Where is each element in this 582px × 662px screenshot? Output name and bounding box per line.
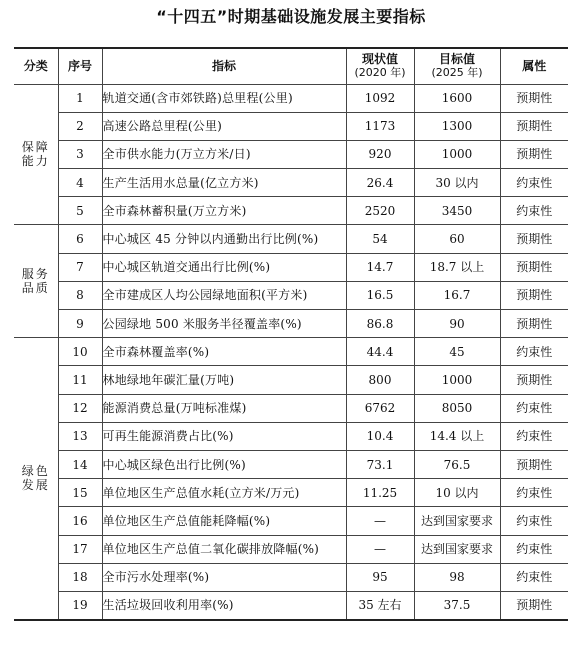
row-current: 920 [346,140,414,168]
row-number: 8 [58,281,102,309]
table-row [14,366,568,394]
row-target: 14.4 以上 [414,422,500,450]
row-number: 18 [58,563,102,591]
row-target: 3450 [414,197,500,225]
row-target: 30 以内 [414,169,500,197]
row-attribute: 约束性 [500,394,568,422]
row-number: 11 [58,366,102,394]
category-label: 服务 [21,267,50,282]
table-row [14,507,568,535]
row-current: — [346,507,414,535]
row-current: 26.4 [346,169,414,197]
row-indicator: 能源消费总量(万吨标准煤) [102,394,346,422]
row-target: 16.7 [414,281,500,309]
table-row [14,253,568,281]
header-target-year: (2025 年) [431,66,483,80]
row-number: 7 [58,253,102,281]
row-indicator: 单位地区生产总值二氧化碳排放降幅(%) [102,535,346,563]
header-current [346,48,414,84]
header-target [414,48,500,84]
row-current: 1173 [346,112,414,140]
row-attribute: 预期性 [500,281,568,309]
row-attribute: 约束性 [500,197,568,225]
row-target: 18.7 以上 [414,253,500,281]
row-target: 76.5 [414,450,500,478]
row-target: 45 [414,338,500,366]
category-label: 能力 [21,154,50,169]
row-indicator: 中心城区 45 分钟以内通勤出行比例(%) [102,225,346,253]
row-target: 10 以内 [414,479,500,507]
table-row [14,169,568,197]
row-attribute: 预期性 [500,310,568,338]
row-number: 2 [58,112,102,140]
table-row [14,281,568,309]
row-indicator: 单位地区生产总值能耗降幅(%) [102,507,346,535]
row-attribute: 预期性 [500,140,568,168]
row-number: 3 [58,140,102,168]
row-number: 17 [58,535,102,563]
table-row [14,450,568,478]
row-indicator: 林地绿地年碳汇量(万吨) [102,366,346,394]
header-attribute: 属性 [500,48,568,84]
header-current-label: 现状值 [361,52,398,67]
row-indicator: 中心城区绿色出行比例(%) [102,450,346,478]
row-current: 44.4 [346,338,414,366]
header-no: 序号 [58,48,102,84]
row-number: 1 [58,84,102,112]
row-indicator: 轨道交通(含市郊铁路)总里程(公里) [102,84,346,112]
row-indicator: 中心城区轨道交通出行比例(%) [102,253,346,281]
table-row [14,479,568,507]
row-current: 35 左右 [346,591,414,619]
table-row [14,394,568,422]
row-current: 11.25 [346,479,414,507]
row-target: 8050 [414,394,500,422]
row-number: 4 [58,169,102,197]
row-attribute: 约束性 [500,169,568,197]
table-row [14,225,568,253]
row-current: 54 [346,225,414,253]
row-attribute: 约束性 [500,535,568,563]
row-indicator: 公园绿地 500 米服务半径覆盖率(%) [102,310,346,338]
table-row [14,310,568,338]
row-number: 9 [58,310,102,338]
row-attribute: 预期性 [500,591,568,619]
row-target: 1000 [414,366,500,394]
row-number: 15 [58,479,102,507]
row-number: 10 [58,338,102,366]
row-current: 86.8 [346,310,414,338]
table-row [14,563,568,591]
row-target: 90 [414,310,500,338]
category-label: 绿色 [21,464,50,479]
header-indicator: 指标 [102,48,346,84]
row-attribute: 预期性 [500,366,568,394]
table-row [14,338,568,366]
page-title: “十四五”时期基础设施发展主要指标 [156,7,426,26]
row-target: 60 [414,225,500,253]
category-label: 发展 [21,478,50,493]
row-indicator: 单位地区生产总值水耗(立方米/万元) [102,479,346,507]
row-indicator: 全市森林蓄积量(万立方米) [102,197,346,225]
row-attribute: 预期性 [500,450,568,478]
row-current: 95 [346,563,414,591]
row-number: 6 [58,225,102,253]
row-target: 达到国家要求 [414,535,500,563]
row-indicator: 可再生能源消费占比(%) [102,422,346,450]
row-target: 1000 [414,140,500,168]
row-number: 12 [58,394,102,422]
header-current-year: (2020 年) [354,66,406,80]
category-cell-baozhang [14,84,58,225]
row-target: 98 [414,563,500,591]
row-attribute: 约束性 [500,507,568,535]
category-label: 品质 [21,281,50,296]
row-current: 73.1 [346,450,414,478]
row-target: 37.5 [414,591,500,619]
row-current: 16.5 [346,281,414,309]
row-target: 达到国家要求 [414,507,500,535]
row-current: 6762 [346,394,414,422]
table-row [14,84,568,112]
row-attribute: 预期性 [500,112,568,140]
row-number: 13 [58,422,102,450]
row-attribute: 约束性 [500,422,568,450]
table-row [14,535,568,563]
row-number: 19 [58,591,102,619]
category-cell-lvse [14,338,58,620]
table-header-row [14,48,568,84]
row-indicator: 生活垃圾回收利用率(%) [102,591,346,619]
row-indicator: 全市森林覆盖率(%) [102,338,346,366]
row-target: 1300 [414,112,500,140]
row-current: 2520 [346,197,414,225]
row-number: 5 [58,197,102,225]
row-current: 10.4 [346,422,414,450]
row-current: — [346,535,414,563]
table-row [14,140,568,168]
row-number: 14 [58,450,102,478]
row-current: 14.7 [346,253,414,281]
table-row [14,197,568,225]
row-number: 16 [58,507,102,535]
row-attribute: 预期性 [500,253,568,281]
category-label: 保障 [21,140,50,155]
header-target-label: 目标值 [438,52,475,67]
row-indicator: 生产生活用水总量(亿立方米) [102,169,346,197]
row-indicator: 全市建成区人均公园绿地面积(平方米) [102,281,346,309]
table-row [14,422,568,450]
header-category: 分类 [14,48,58,84]
row-attribute: 预期性 [500,225,568,253]
row-attribute: 约束性 [500,338,568,366]
row-indicator: 全市污水处理率(%) [102,563,346,591]
table-row [14,112,568,140]
row-current: 1092 [346,84,414,112]
row-attribute: 约束性 [500,563,568,591]
category-cell-fuwu [14,225,58,338]
row-indicator: 高速公路总里程(公里) [102,112,346,140]
row-target: 1600 [414,84,500,112]
row-current: 800 [346,366,414,394]
row-attribute: 预期性 [500,84,568,112]
indicators-table [14,47,568,621]
row-attribute: 约束性 [500,479,568,507]
table-row [14,591,568,619]
row-indicator: 全市供水能力(万立方米/日) [102,140,346,168]
